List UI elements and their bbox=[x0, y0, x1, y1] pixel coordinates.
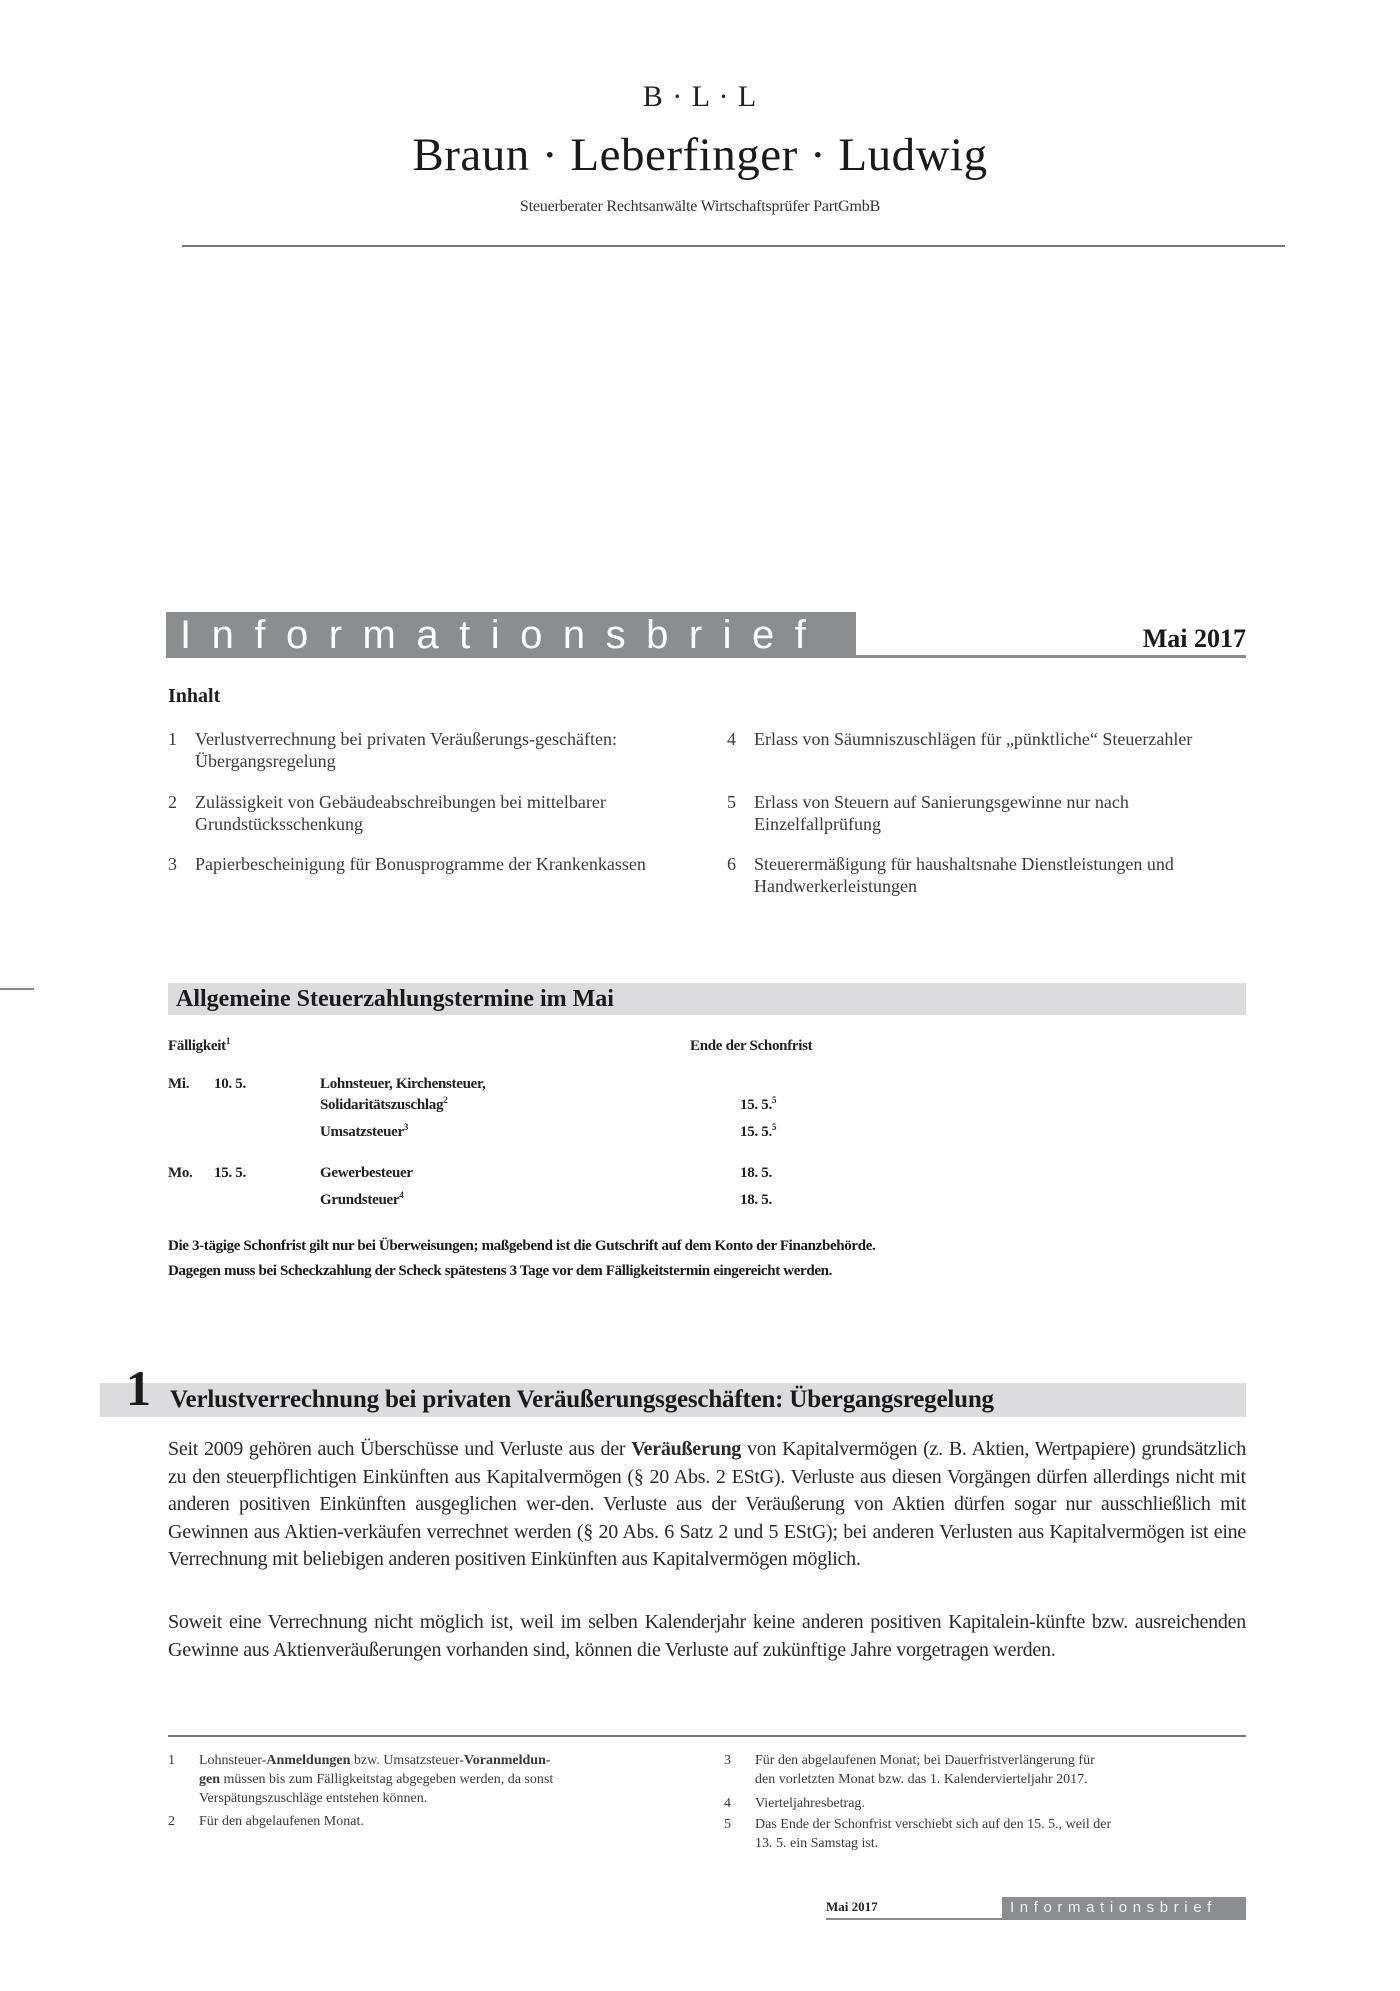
row-tax-label: Solidaritätszuschlag bbox=[320, 1097, 444, 1113]
footnote-ref: 5 bbox=[771, 1122, 777, 1132]
article-title: Verlustverrechnung bei privaten Veräußerungsgeschäften: Übergangsregelung bbox=[170, 1386, 994, 1413]
fold-mark bbox=[0, 988, 34, 990]
note-line: Dagegen muss bei Scheckzahlung der Scheck spätestens 3 Tage vor dem Fälligkeitstermin eingereicht werden. bbox=[168, 1263, 833, 1279]
row-tax bbox=[320, 1097, 447, 1114]
footnote-divider bbox=[168, 1735, 1246, 1737]
article-paragraph: Soweit eine Verrechnung nicht möglich ist, weil im selben Kalenderjahr keine anderen positiven Kapitalein-künfte bzw. ausreichenden Gewinne aus Aktienveräußerungen vorhanden sind, können die Verluste auf zukünftige Jahre vorgetragen werden. bbox=[168, 1611, 1246, 1661]
footnote-ref: 1 bbox=[225, 1036, 231, 1046]
row-grace-label: 15. 5. bbox=[740, 1097, 772, 1113]
row-tax-label: Grundsteuer bbox=[320, 1192, 400, 1208]
note-line: Die 3-tägige Schonfrist gilt nur bei Überweisungen; maßgebend ist die Gutschrift auf dem Konto der Finanzbehörde. bbox=[168, 1238, 876, 1254]
footnote-ref: 5 bbox=[771, 1095, 777, 1105]
row-grace bbox=[740, 1097, 776, 1114]
header-divider bbox=[182, 245, 1285, 247]
toc-heading: Inhalt bbox=[168, 685, 221, 707]
issue-date: Mai 2017 bbox=[1142, 624, 1246, 653]
column-header-due bbox=[168, 1038, 230, 1055]
toc-item-number: 6 bbox=[727, 854, 736, 874]
paragraph-text: von Kapitalvermögen (z. B. Aktien, Wertpapiere) grundsätzlich zu den steuerpflichtigen Einkünften aus Kapitalvermögen (§ 20 Abs. 2 EStG). Verluste aus diesen Vorgängen dürfen allerdings nicht mit anderen positiven Einkünften ausgeglichen wer-den. Verluste aus der Veräußerung von Aktien dürfen sogar nur ausschließlich mit Gewinnen aus Aktien-verkäufen verrechnet werden (§ 20 Abs. 6 Satz 2 und 5 EStG); bei anderen Verlusten aus Kapitalvermögen ist eine Verrechnung mit beliebigen anderen positiven Einkünften aus Kapitalvermögen möglich. bbox=[168, 1438, 1246, 1570]
firm-name: Braun · Leberfinger · Ludwig bbox=[412, 129, 988, 181]
row-date: 15. 5. bbox=[214, 1165, 246, 1181]
footnote-ref: 3 bbox=[403, 1122, 409, 1132]
footnote-text: Vierteljahresbetrag. bbox=[755, 1796, 865, 1811]
row-weekday: Mo. bbox=[168, 1165, 193, 1181]
footnote-text: Das Ende der Schonfrist verschiebt sich auf den 15. 5., weil der 13. 5. ein Samstag ist. bbox=[755, 1817, 1112, 1851]
footnote-number: 4 bbox=[724, 1796, 731, 1811]
toc-item-text: Erlass von Säumniszuschlägen für „pünktliche“ Steuerzahler bbox=[754, 729, 1193, 749]
toc-item-text: Erlass von Steuern auf Sanierungsgewinne nur nach Einzelfallprüfung bbox=[754, 792, 1129, 834]
footnote-number: 2 bbox=[168, 1814, 175, 1829]
row-tax bbox=[320, 1124, 408, 1141]
grace-period-note bbox=[168, 1234, 1248, 1284]
row-grace-label: 15. 5. bbox=[740, 1124, 772, 1140]
toc-item-text: Zulässigkeit von Gebäudeabschreibungen bei mittelbarer Grundstücksschenkung bbox=[195, 792, 606, 834]
tax-dates-title: Allgemeine Steuerzahlungstermine im Mai bbox=[176, 986, 614, 1012]
toc-item-number: 4 bbox=[727, 729, 736, 749]
row-tax: Gewerbesteuer bbox=[320, 1165, 413, 1181]
toc-item-number: 3 bbox=[168, 854, 177, 874]
row-grace: 18. 5. bbox=[740, 1192, 772, 1208]
footnote-number: 3 bbox=[724, 1753, 731, 1768]
toc-item-text: Steuerermäßigung für haushaltsnahe Dienstleistungen und Handwerkerleistungen bbox=[754, 854, 1174, 896]
column-header-due-label: Fälligkeit bbox=[168, 1038, 226, 1054]
toc-item-number: 2 bbox=[168, 792, 177, 812]
newsletter-banner: Informationsbrief bbox=[166, 612, 856, 658]
firm-subtitle: Steuerberater Rechtsanwälte Wirtschaftsprüfer PartGmbB bbox=[519, 198, 881, 215]
row-tax: Lohnsteuer, Kirchensteuer, bbox=[320, 1076, 486, 1092]
column-header-grace: Ende der Schonfrist bbox=[690, 1038, 813, 1054]
footnote-number: 1 bbox=[168, 1753, 175, 1768]
toc-item-text: Papierbescheinigung für Bonusprogramme der Krankenkassen bbox=[195, 854, 646, 874]
footnote-ref: 2 bbox=[443, 1095, 448, 1105]
paragraph-emphasis: Veräußerung bbox=[631, 1438, 742, 1460]
toc-item-text: Verlustverrechnung bei privaten Veräußerungs-geschäften: Übergangsregelung bbox=[195, 729, 618, 771]
footnote-text: Lohnsteuer-Anmeldungen bzw. Umsatzsteuer-Voranmeldun- gen müssen bis zum Fälligkeitstag abgegeben werden, da sonst Verspätungszuschläge entstehen können. bbox=[199, 1753, 554, 1806]
firm-logo-initials: B · L · L bbox=[642, 80, 758, 113]
paragraph-text: Seit 2009 gehören auch Überschüsse und Verluste aus der bbox=[168, 1438, 632, 1460]
footnote-text: Für den abgelaufenen Monat. bbox=[199, 1814, 364, 1829]
row-tax-label: Umsatzsteuer bbox=[320, 1124, 404, 1140]
toc-item-number: 5 bbox=[727, 792, 736, 812]
row-weekday: Mi. bbox=[168, 1076, 190, 1092]
footer-issue-date: Mai 2017 bbox=[826, 1899, 878, 1914]
toc-item-number: 1 bbox=[168, 729, 177, 749]
footnote-text: Für den abgelaufenen Monat; bei Dauerfristverlängerung für den vorletzten Monat bzw. das 1. Kalendervierteljahr 2017. bbox=[755, 1753, 1095, 1787]
row-grace bbox=[740, 1124, 776, 1141]
row-tax bbox=[320, 1192, 403, 1209]
footer-banner: Informationsbrief bbox=[1002, 1897, 1246, 1919]
article-number: 1 bbox=[126, 1360, 151, 1416]
footnote-number: 5 bbox=[724, 1817, 731, 1832]
row-grace: 18. 5. bbox=[740, 1165, 772, 1181]
row-date: 10. 5. bbox=[214, 1076, 246, 1092]
footnote-ref: 4 bbox=[399, 1190, 404, 1200]
banner-underline bbox=[856, 655, 1246, 658]
article-paragraph bbox=[168, 1436, 1246, 1574]
